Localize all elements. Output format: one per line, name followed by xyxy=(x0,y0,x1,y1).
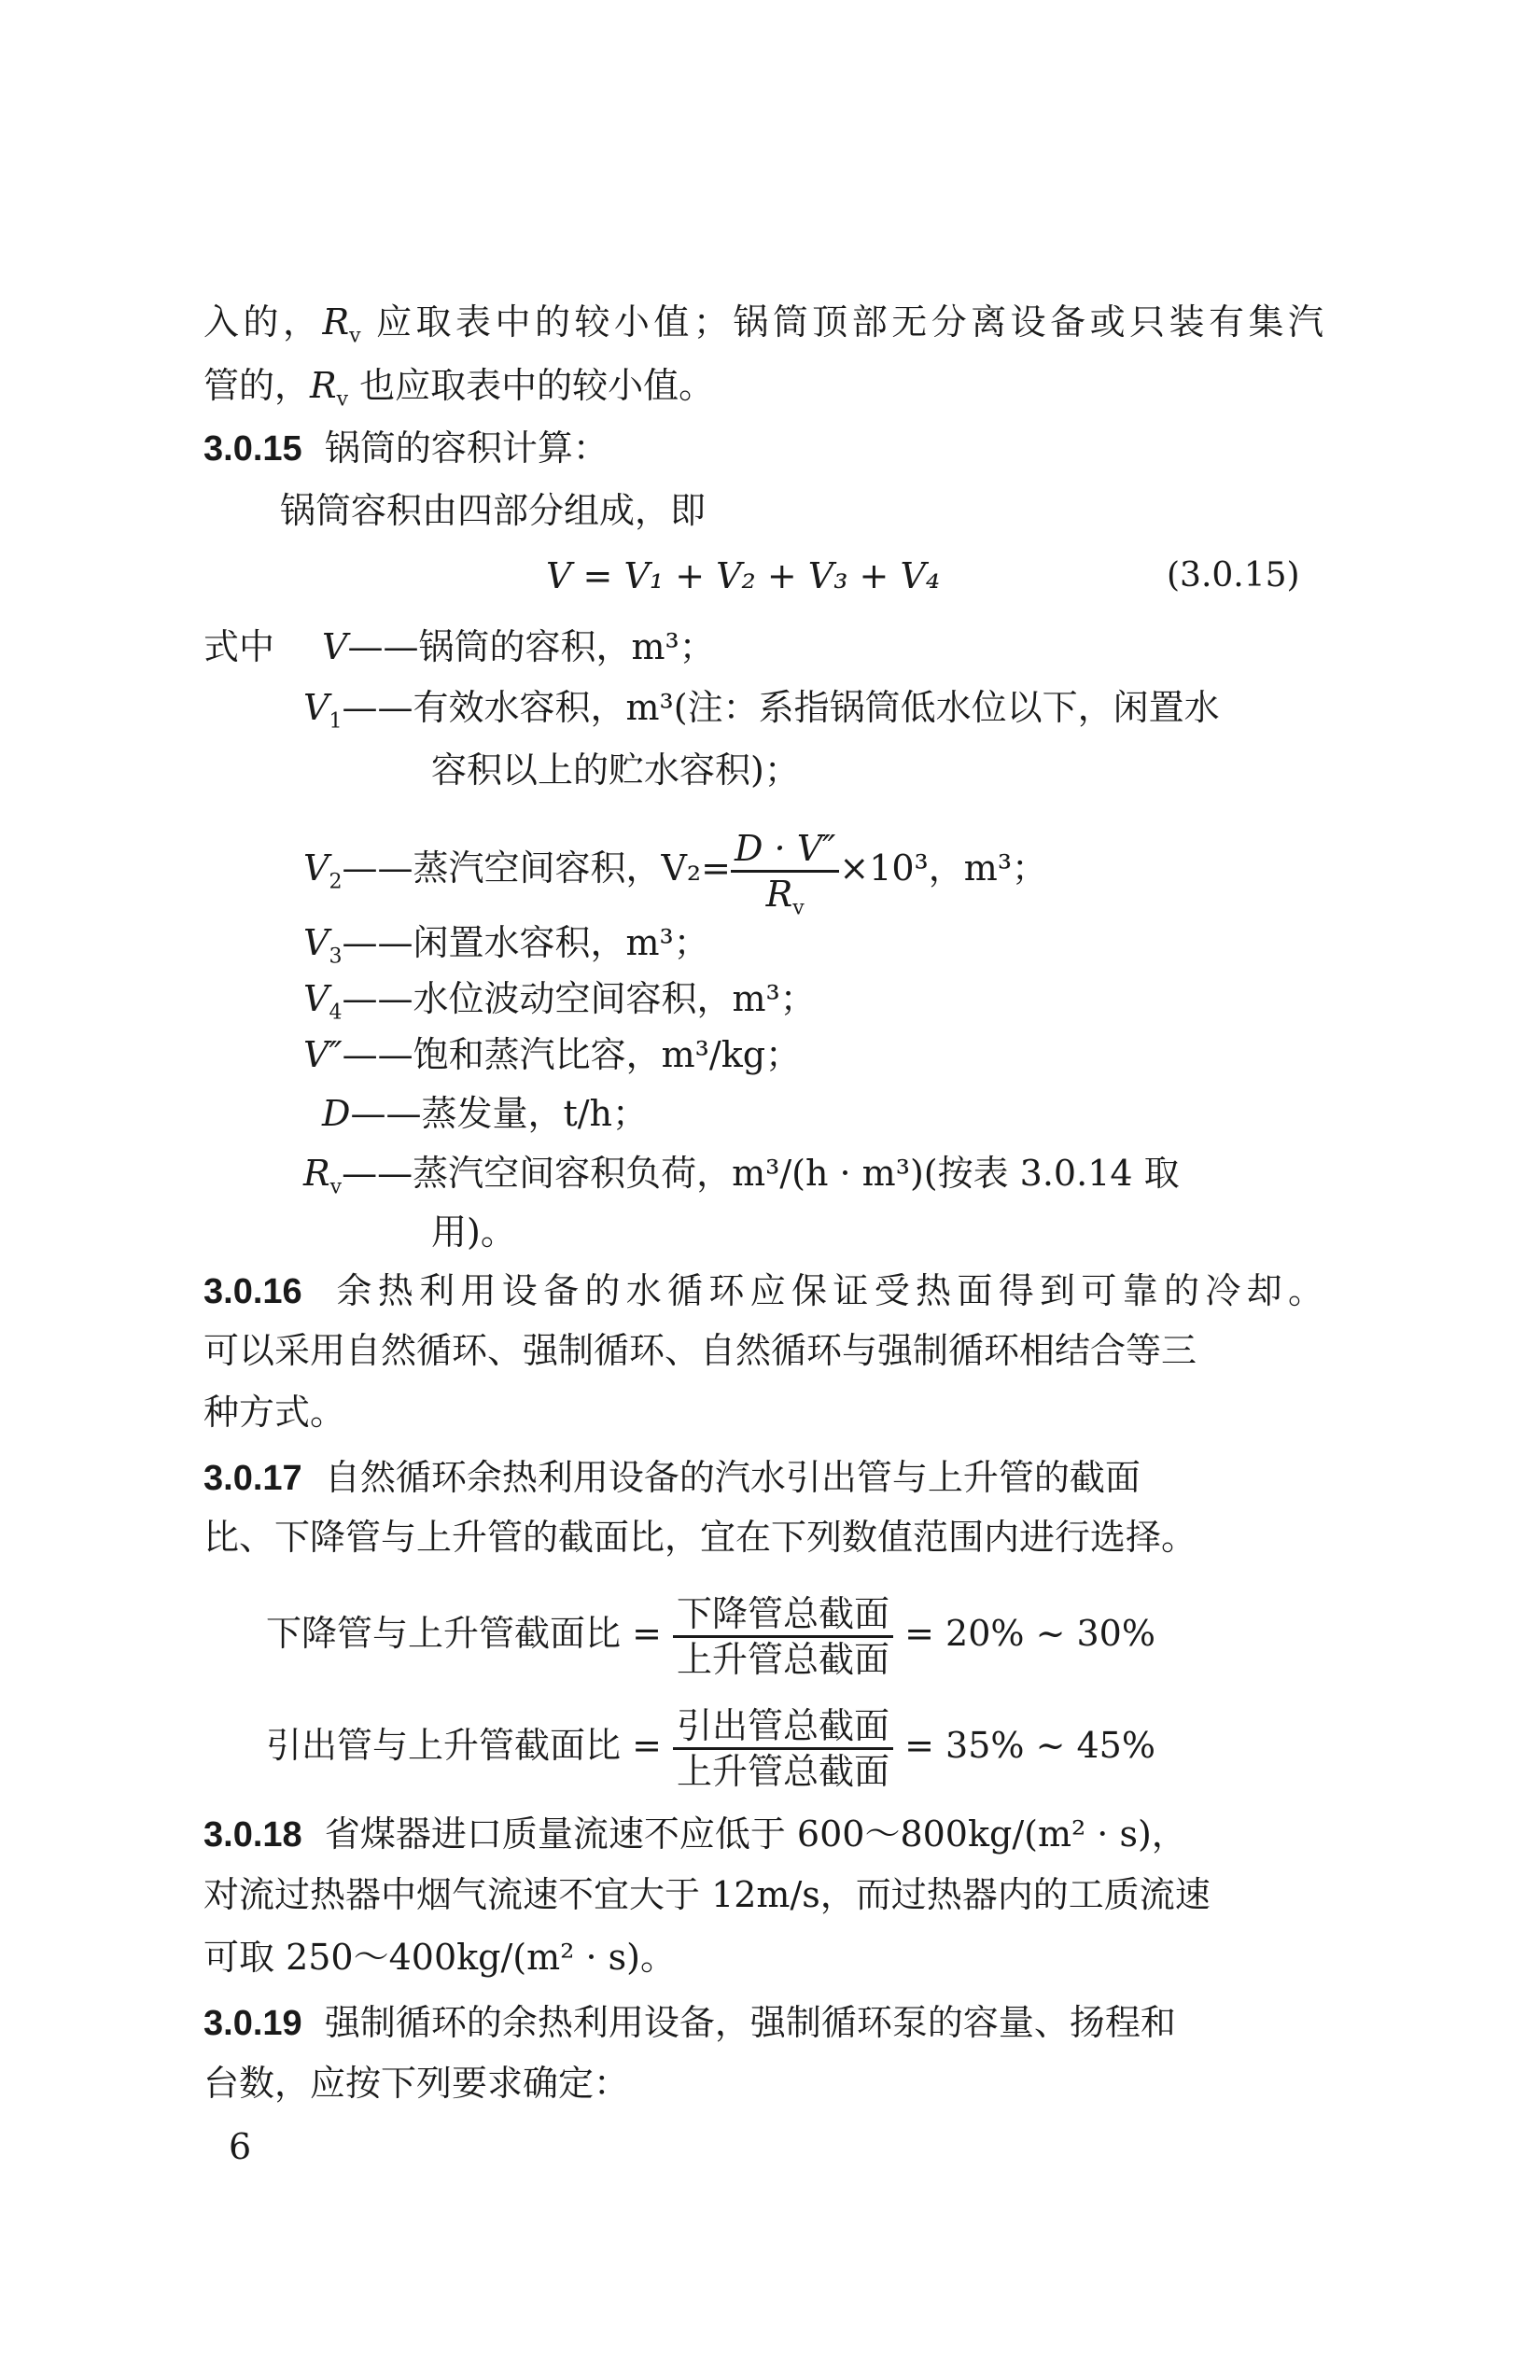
definition-v-double-prime: V″——饱和蒸汽比容，m³/kg； xyxy=(303,1034,802,1075)
clause-3-0-16-line: 3.0.16 余热利用设备的水循环应保证受热面得到可靠的冷却。 xyxy=(203,1270,1323,1311)
clause-3-0-19-line: 3.0.19 强制循环的余热利用设备，强制循环泵的容量、扬程和 xyxy=(203,2002,1176,2043)
page-number: 6 xyxy=(229,2126,252,2167)
paragraph-line: 比、下降管与上升管的截面比，宜在下列数值范围内进行选择。 xyxy=(203,1517,1197,1558)
ratio-fraction: $\frac{\text{引出管总截面}}{\text{上升管总截面}}$ xyxy=(673,1704,893,1793)
clause-3-0-17-line: 3.0.17 自然循环余热利用设备的汽水引出管与上升管的截面 xyxy=(203,1457,1141,1498)
ratio-formula-outlet: 引出管与上升管截面比 = $\frac{\text{引出管总截面}}{\text{上升管总截面}}$ = 35% ~ 45% xyxy=(266,1705,1155,1792)
clause-number: 3.0.15 xyxy=(203,429,302,469)
definition-v4: $V_4——$水位波动空间容积，m³； xyxy=(303,978,816,1025)
paragraph-line: 种方式。 xyxy=(203,1392,346,1433)
clause-number: 3.0.17 xyxy=(203,1459,302,1498)
definition-rv: $R_v——$蒸汽空间容积负荷，m³/(h · m³)(按表 3.0.14 取 xyxy=(303,1153,1180,1199)
definition-v: V——锅筒的容积，m³； xyxy=(322,626,715,667)
definition-v2: $V_2——$蒸汽空间容积，V₂= $\frac{D \cdot V''}{R_v}$ ×10³，m³； xyxy=(303,828,1048,920)
definition-v1: $V_1——$有效水容积，m³(注：系指锅筒低水位以下，闲置水 xyxy=(303,687,1220,734)
ratio-formula-downcomer: 下降管与上升管截面比 = $\frac{\text{下降管总截面}}{\text{上升管总截面}}$ = 20% ~ 30% xyxy=(266,1593,1155,1680)
equation-number: (3.0.15) xyxy=(1167,556,1300,595)
paragraph-line: 对流过热器中烟气流速不宜大于 12m/s，而过热器内的工质流速 xyxy=(203,1874,1211,1915)
definition-v1-cont: 容积以上的贮水容积)； xyxy=(431,749,800,791)
equation: V = V₁ + V₂ + V₃ + V₄ xyxy=(546,555,941,596)
ratio-fraction: $\frac{\text{下降管总截面}}{\text{上升管总截面}}$ xyxy=(673,1592,893,1681)
clause-3-0-18-line: 3.0.18 省煤器进口质量流速不应低于 600～800kg/(m² · s)， xyxy=(203,1813,1187,1855)
definition-v3: $V_3——$闲置水容积，m³； xyxy=(303,922,709,969)
paragraph-line: 管的，$R_v$ 也应取表中的较小值。 xyxy=(203,365,715,412)
paragraph-line: 入的，$R_v$ 应取表中的较小值；锅筒顶部无分离设备或只装有集汽 xyxy=(203,301,1323,348)
clause-heading: 3.0.15 锅筒的容积计算： xyxy=(203,427,609,469)
where-label: 式中 xyxy=(203,626,275,667)
definition-rv-cont: 用)。 xyxy=(431,1211,516,1253)
paragraph-line: 锅筒容积由四部分组成，即 xyxy=(280,490,707,531)
paragraph-line: 台数，应按下列要求确定： xyxy=(203,2063,630,2104)
clause-number: 3.0.18 xyxy=(203,1815,302,1855)
definition-d: D——蒸发量，t/h； xyxy=(322,1093,649,1134)
paragraph-line: 可以采用自然循环、强制循环、自然循环与强制循环相结合等三 xyxy=(203,1330,1197,1371)
paragraph-line: 可取 250～400kg/(m² · s)。 xyxy=(203,1937,676,1978)
v2-fraction: $\frac{D \cdot V''}{R_v}$ xyxy=(731,827,839,916)
clause-number: 3.0.16 xyxy=(203,1272,302,1311)
clause-number: 3.0.19 xyxy=(203,2004,302,2043)
